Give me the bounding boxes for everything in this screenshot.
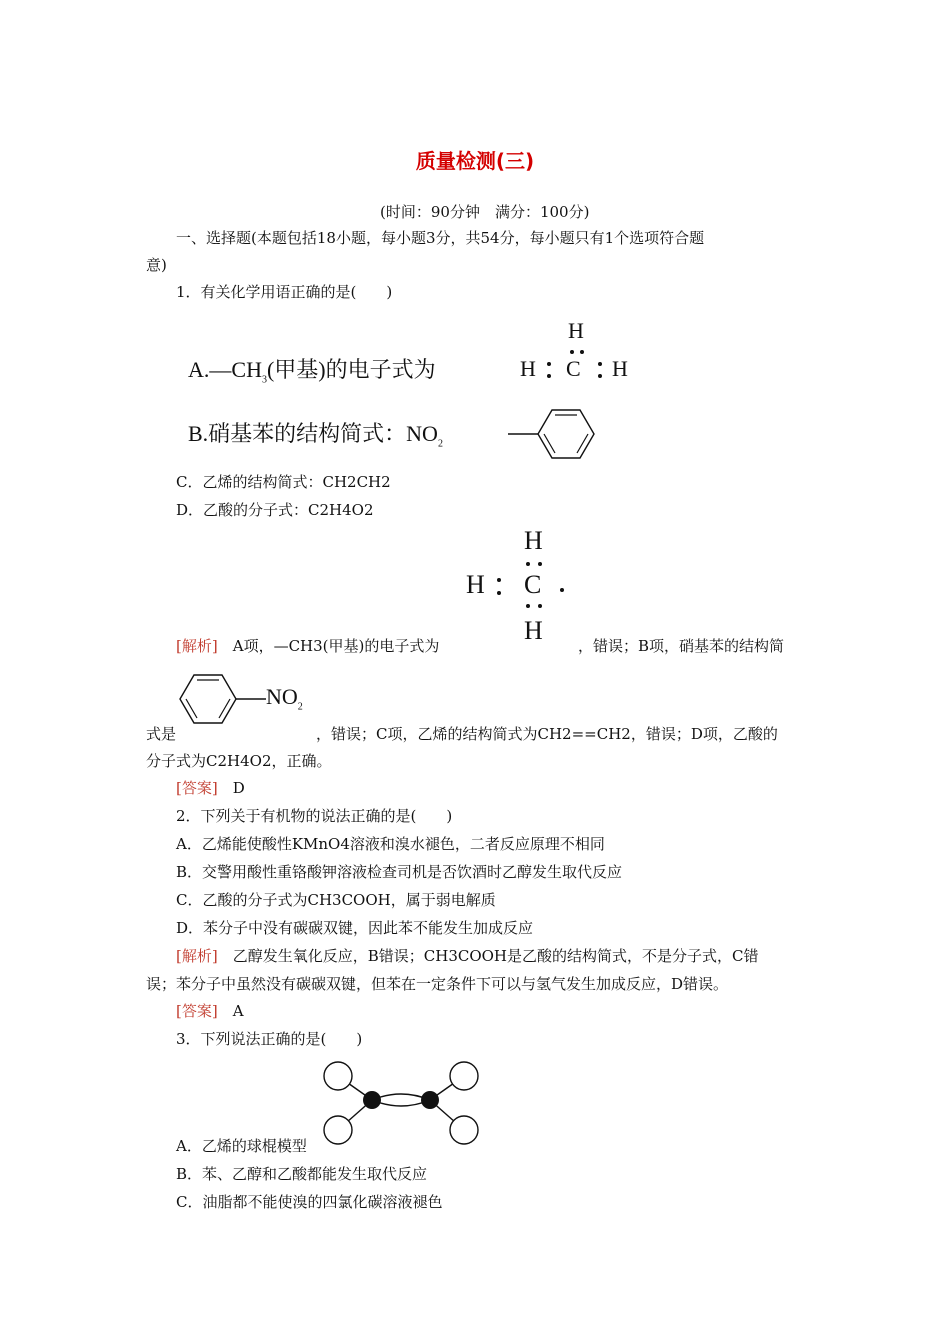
q1-answer: [答案] D <box>176 779 245 797</box>
q1a-h-top: H <box>568 318 584 343</box>
nitrobenzene-ring-icon <box>174 668 274 730</box>
q3-option-a: A．乙烯的球棍模型 <box>176 1137 307 1155</box>
ethylene-ball-stick-model-icon <box>318 1056 488 1150</box>
q1a-dot <box>598 362 602 366</box>
q2-option-b: B．交警用酸性重铬酸钾溶液检查司机是否饮酒时乙醇发生取代反应 <box>176 863 623 881</box>
methyl-dot <box>497 591 501 595</box>
q1-option-c: C．乙烯的结构简式：CH2CH2 <box>176 473 391 491</box>
methyl-dot <box>560 588 564 592</box>
page-title: 质量检测(三) <box>415 149 535 173</box>
q3-stem: 3．下列说法正确的是( ) <box>176 1030 363 1048</box>
q1a-h-left: H <box>520 356 536 381</box>
q1-analysis-line3: 分子式为C2H4O2，正确。 <box>146 752 332 770</box>
q1a-dot <box>570 350 574 354</box>
q1-stem: 1．有关化学用语正确的是( ) <box>176 283 393 301</box>
section-heading-line1: 一、选择题(本题包括18小题，每小题3分，共54分，每小题只有1个选项符合题 <box>176 229 705 247</box>
section-heading-line2: 意) <box>146 256 167 274</box>
q1-analysis-line1b: ，错误；B项，硝基苯的结构简 <box>578 637 785 655</box>
methyl-dot <box>538 604 542 608</box>
methyl-dot <box>538 562 542 566</box>
q1-analysis-line2b: ，错误；C项，乙烯的结构简式为CH2==CH2，错误；D项，乙酸的 <box>316 725 778 743</box>
nitro-group-label: $NO_2$ <box>266 684 303 713</box>
methyl-c: C <box>524 570 542 599</box>
q1a-dot <box>598 374 602 378</box>
q3-option-b: B．苯、乙醇和乙酸都能发生取代反应 <box>176 1165 428 1183</box>
q2-stem: 2．下列关于有机物的说法正确的是( ) <box>176 807 453 825</box>
q1a-dot <box>547 362 551 366</box>
q1-option-d: D．乙酸的分子式：C2H4O2 <box>176 501 374 519</box>
q2-option-a: A．乙烯能使酸性KMnO4溶液和溴水褪色，二者反应原理不相同 <box>176 835 605 853</box>
q1a-dot <box>580 350 584 354</box>
methyl-dot <box>526 562 530 566</box>
q2-option-c: C．乙酸的分子式为CH3COOH，属于弱电解质 <box>176 891 496 909</box>
q1a-c: C <box>566 356 581 381</box>
q2-answer: [答案] A <box>176 1002 244 1020</box>
methyl-h-bottom: H <box>524 616 543 645</box>
q2-option-d: D．苯分子中没有碳碳双键，因此苯不能发生加成反应 <box>176 919 534 937</box>
q2-analysis-line1: [解析] 乙醇发生氧化反应，B错误；CH3COOH是乙酸的结构简式，不是分子式，C错 <box>176 947 759 965</box>
methyl-dot <box>526 604 530 608</box>
q1-analysis-line1: [解析] A项，—CH3(甲基)的电子式为 <box>176 637 440 655</box>
q1a-dot <box>547 374 551 378</box>
methyl-dot <box>497 578 501 582</box>
exam-meta: (时间：90分钟 满分：100分) <box>380 203 590 221</box>
methyl-h-top: H <box>524 526 543 555</box>
q3-option-c: C．油脂都不能使溴的四氯化碳溶液褪色 <box>176 1193 443 1211</box>
q2-analysis-line2: 误；苯分子中虽然没有碳碳双键，但苯在一定条件下可以与氢气发生加成反应，D错误。 <box>146 975 729 993</box>
q1-analysis-line2a: 式是 <box>146 725 177 743</box>
methyl-h-left: H <box>466 570 485 599</box>
q1-option-a: $A.—CH_3$(甲基)的电子式为 <box>188 357 436 386</box>
q1-option-b: B.硝基苯的结构简式：$NO_2$ <box>188 421 443 450</box>
q1a-h-right: H <box>612 356 628 381</box>
benzene-ring-icon <box>500 398 610 468</box>
